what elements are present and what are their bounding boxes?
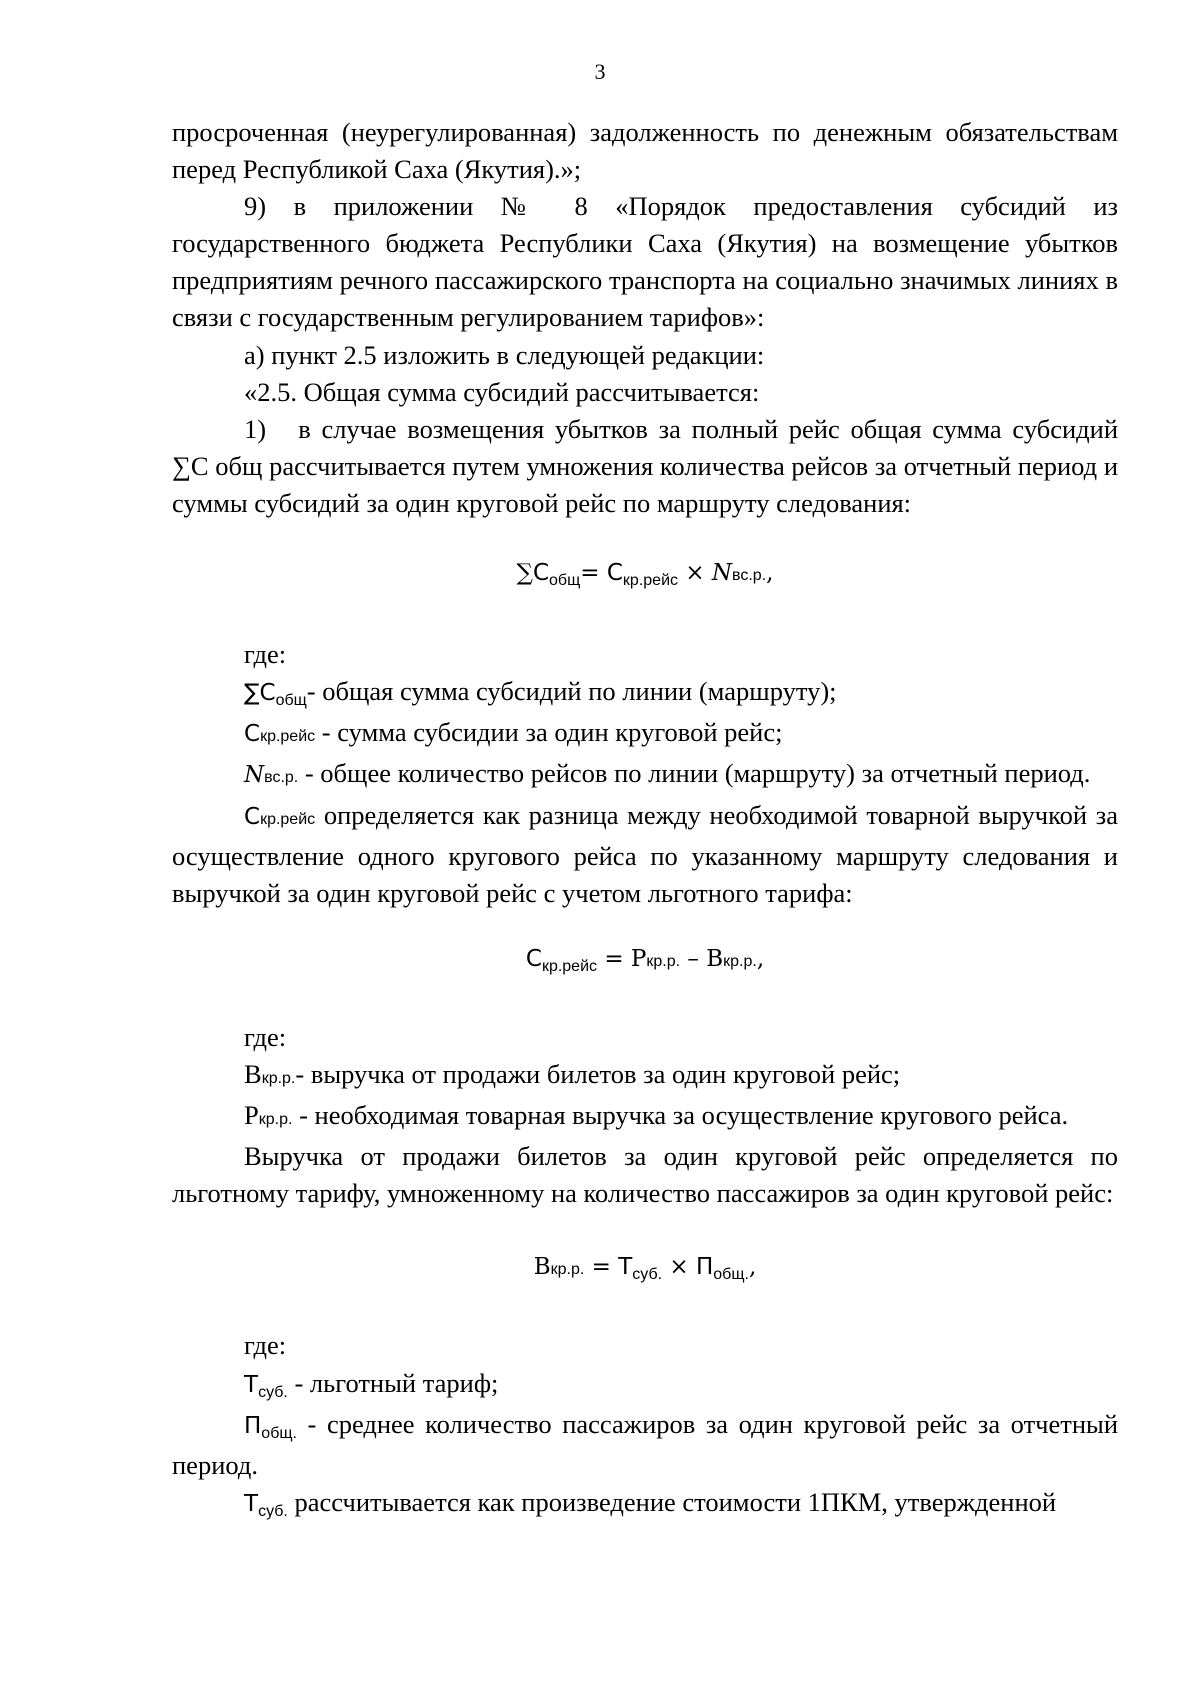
times-sign: × [685, 560, 705, 587]
formula-c: С [532, 560, 550, 587]
formula-comma: , [766, 560, 774, 587]
where-label-2: где: [244, 1021, 287, 1052]
formula-total-subsidy [172, 555, 1118, 594]
formula-t: Т [618, 1254, 633, 1281]
formula-p: П [695, 1254, 714, 1281]
formula-comma: , [756, 945, 765, 972]
where-label-1: где: [244, 639, 287, 670]
def-sub: кр.р. [261, 1069, 296, 1087]
def-text: - среднее количество пассажиров за один круговой рейс за отчетный период. [172, 1408, 1118, 1480]
def-sub: общ. [261, 1424, 297, 1442]
formula-t-sub: суб. [632, 1266, 663, 1284]
formula-p: Р [630, 945, 647, 972]
definition-required-revenue [172, 1097, 1118, 1138]
def-sub: суб. [258, 1383, 288, 1401]
formula-ckr-sub: кр.рейс [622, 572, 678, 590]
paragraph-clause-2-5: «2.5. Общая сумма субсидий рассчитывается: [244, 376, 760, 407]
formula-c-sub: кр.рейс [541, 957, 598, 975]
def-text: - сумма субсидии за один круговой рейс; [321, 717, 783, 748]
formula-b: В [706, 945, 724, 972]
formula-comma: , [748, 1254, 757, 1281]
definition-round-trip-subsidy [172, 714, 1118, 755]
case-text: в случае возмещения убытков за полный рейс общая сумма субсидий [298, 413, 1118, 444]
definition-passengers [172, 1406, 1118, 1484]
paragraph-subitem-a: а) пункт 2.5 изложить в следующей редакции: [244, 339, 765, 370]
def-text: - выручка от продажи билетов за один круговой рейс; [295, 1058, 901, 1089]
where-label-3: где: [244, 1330, 287, 1361]
formula-round-trip-subsidy [172, 941, 1118, 980]
paragraph-tariff-calc [172, 1484, 1118, 1525]
def-sub: вс.р. [264, 769, 299, 787]
paragraph-continuation: просроченная (неурегулированная) задолженность по денежным обязательствам перед Республикой Саха (Якутия).»; [172, 117, 1118, 185]
def-sym: Р [244, 1100, 259, 1131]
formula-b: В [533, 1254, 551, 1281]
def-sub: кр.рейс [260, 728, 316, 746]
times-sign: × [669, 1254, 689, 1281]
paragraph-item-9: 9) в приложении № 8 «Порядок предоставления субсидий из государственного бюджета Республики Саха (Якутия) на возмещение убытков предприятиям речного пассажирского транспорта на социально значимых линиях в связи с государственным регулированием тарифов»: [172, 191, 1118, 333]
definition-tariff [172, 1365, 1118, 1406]
para-text: рассчитывается как произведение стоимости 1ПКМ, утвержденной [294, 1486, 1057, 1517]
def-text: - общая сумма субсидий по линии (маршруту); [306, 676, 837, 707]
def-sym: Т [244, 1371, 259, 1398]
minus-sign: – [687, 945, 699, 972]
equals-sign: = [580, 560, 600, 587]
formula-n: N [711, 560, 733, 587]
def-sub: общ [275, 692, 307, 710]
definition-revenue [172, 1056, 1118, 1097]
def-text: - общее количество рейсов по линии (маршруту) за отчетный период. [304, 758, 1091, 789]
paragraph-revenue: Выручка от продажи билетов за один круговой рейс определяется по льготному тарифу, умноженному на количество пассажиров за один круговой рейс: [172, 1141, 1118, 1209]
definition-trip-count [172, 755, 1118, 796]
page-number: 3 [594, 59, 606, 84]
paragraph-c-round-trip [172, 797, 1118, 912]
equals-sign: = [604, 945, 624, 972]
definition-total-subsidy [172, 673, 1118, 714]
formula-p-sub: кр.р. [646, 952, 681, 970]
sum-total-symbol: ∑С общ [172, 450, 263, 481]
para-sub: суб. [258, 1502, 288, 1520]
def-text: - льготный тариф; [294, 1367, 499, 1398]
paragraph-case-1 [172, 411, 1118, 522]
sum-sign: ∑ [516, 560, 533, 587]
def-sym: N [244, 762, 265, 789]
para-text: определяется как разница между необходимой товарной выручкой за осуществление одного кругового рейса по указанному маршруту следования и выручкой за один круговой рейс с учетом льготного тарифа: [172, 799, 1118, 908]
formula-ckr: С [606, 560, 623, 587]
formula-b-sub: кр.р. [723, 952, 757, 970]
formula-p-sub: общ. [713, 1266, 749, 1284]
formula-n-sub: вс.р. [732, 567, 767, 585]
def-sym: ∑С [244, 680, 276, 707]
case-number: 1) [244, 413, 267, 444]
para-sym: С [244, 803, 261, 830]
formula-c-sub: общ [549, 572, 581, 590]
para-sub: кр.рейс [260, 810, 316, 828]
formula-revenue [172, 1249, 1118, 1288]
def-sym: В [244, 1058, 262, 1089]
document-body [172, 114, 1118, 1525]
equals-sign: = [591, 1254, 611, 1281]
def-sym: П [244, 1412, 262, 1439]
formula-c: С [525, 945, 542, 972]
para-sym: Т [244, 1490, 259, 1517]
def-sub: кр.р. [258, 1111, 293, 1129]
def-text: - необходимая товарная выручка за осуществление кругового рейса. [299, 1100, 1069, 1131]
formula-b-sub: кр.р. [550, 1261, 585, 1279]
case-text-rest: рассчитывается путем умножения количества рейсов за отчетный период и суммы субсидий за один круговой рейс по маршруту следования: [172, 450, 1118, 518]
def-sym: С [244, 721, 261, 748]
